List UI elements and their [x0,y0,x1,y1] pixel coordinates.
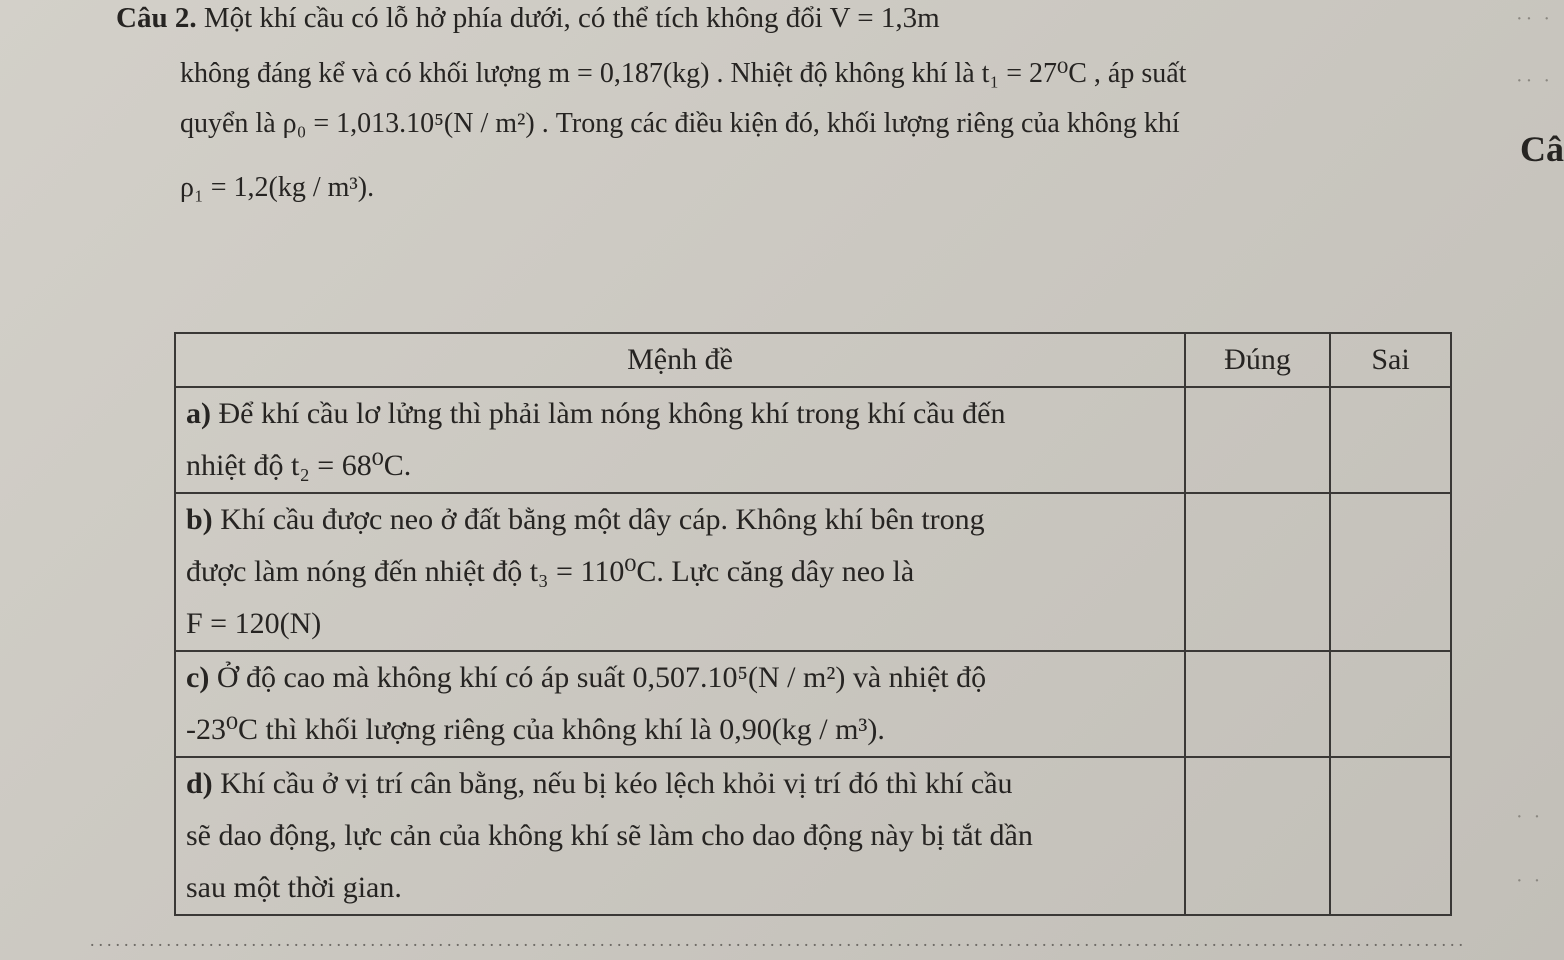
statement-line: -23⁰C thì khối lượng riêng của không khí là 0,90(kg / m³). [186,713,885,746]
statement-text: Khí cầu ở vị trí cân bằng, nếu bị kéo lệch khỏi vị trí đó thì khí cầu [220,767,1013,800]
question-intro-line2: không đáng kể và có khối lượng m = 0,187(kg) . Nhiệt độ không khí là t₁ = 27⁰C , áp suất [180,58,1187,89]
question-intro-line1: Một khí cầu có lỗ hở phía dưới, có thể tích không đổi V = 1,3m [196,2,940,34]
margin-dots: ·· · [1516,8,1553,30]
question-label: Câu 2. [116,2,197,34]
statement-d [175,757,1185,915]
statement-line: nhiệt độ t₂ = 68⁰C. [186,449,412,482]
statement-text: Khí cầu được neo ở đất bằng một dây cáp. Không khí bên trong [220,503,985,536]
statement-line: sau một thời gian. [186,871,402,904]
header-true: Đúng [1185,333,1330,387]
question-heading [116,2,940,35]
statement-c [175,651,1185,757]
table-row [175,651,1451,757]
statement-b [175,493,1185,651]
question-intro-line4: ρ₁ = 1,2(kg / m³). [180,172,375,203]
statement-label: a) [186,397,211,430]
statement-label: c) [186,661,210,694]
statement-text: Ở độ cao mà không khí có áp suất 0,507.10⁵(N / m²) và nhiệt độ [216,661,987,694]
statement-line: được làm nóng đến nhiệt độ t₃ = 110⁰C. Lực căng dây neo là [186,555,915,588]
header-statement: Mệnh đề [175,333,1185,387]
answer-true-cell[interactable] [1185,757,1330,915]
margin-dots: · · [1516,806,1544,828]
answer-false-cell[interactable] [1330,757,1451,915]
statement-line [186,758,1174,810]
statement-table [174,332,1452,916]
table-row [175,387,1451,493]
statement-line [186,494,1174,546]
table-header-row [175,333,1451,387]
statement-text: Để khí cầu lơ lửng thì phải làm nóng không khí trong khí cầu đến [218,397,1006,430]
answer-false-cell[interactable] [1330,387,1451,493]
statement-line: F = 120(N) [186,607,322,640]
statement-line [186,388,1174,440]
answer-true-cell[interactable] [1185,651,1330,757]
statement-a [175,387,1185,493]
statement-label: b) [186,503,213,536]
table-row [175,493,1451,651]
statement-line: sẽ dao động, lực cản của không khí sẽ làm cho dao động này bị tắt dần [186,819,1033,852]
answer-false-cell[interactable] [1330,493,1451,651]
answer-true-cell[interactable] [1185,387,1330,493]
answer-true-cell[interactable] [1185,493,1330,651]
margin-dots: ·· · [1516,70,1553,92]
statement-line [186,652,1174,704]
question-intro-line3: quyển là ρ₀ = 1,013.10⁵(N / m²) . Trong các điều kiện đó, khối lượng riêng của không khí [180,108,1180,139]
statement-label: d) [186,767,213,800]
answer-false-cell[interactable] [1330,651,1451,757]
table-row [175,757,1451,915]
header-false: Sai [1330,333,1451,387]
margin-dots: · · [1516,870,1544,892]
cropped-text-fragment: Câ [1520,129,1564,169]
bottom-dotted-line: .................................................................................................................................................................. [90,930,1467,950]
